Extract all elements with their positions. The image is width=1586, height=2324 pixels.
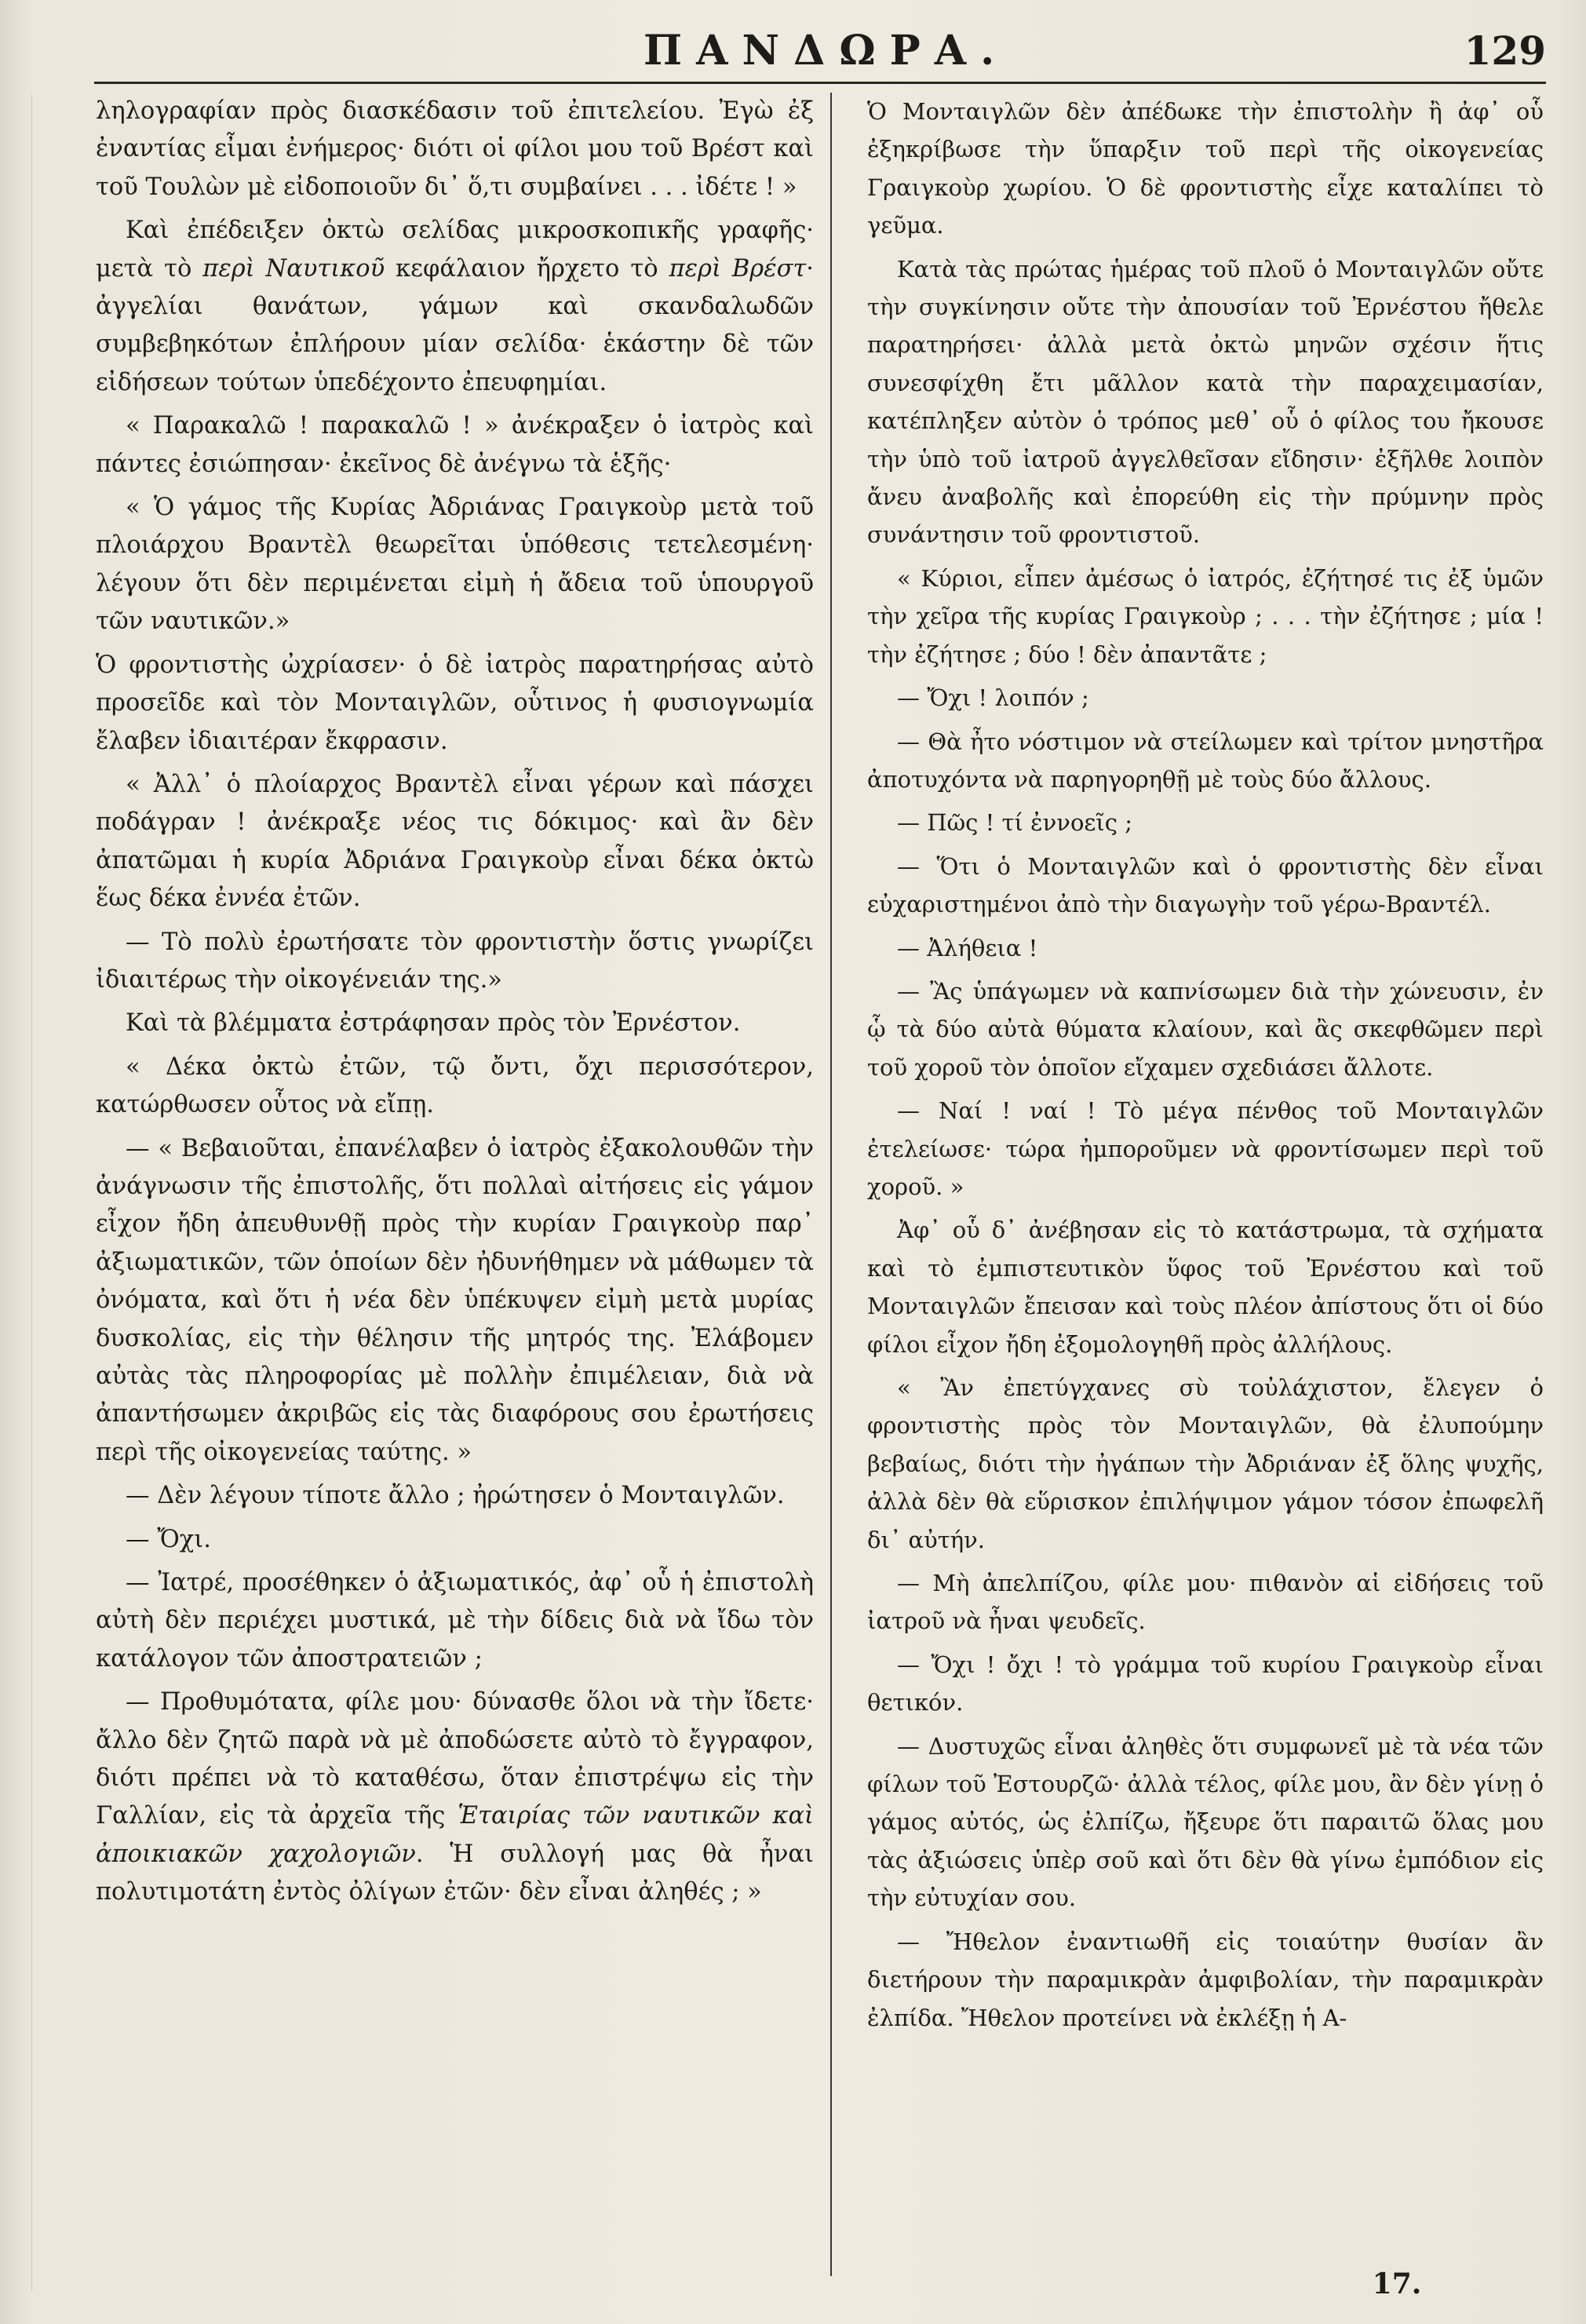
paragraph: — « Βεβαιοῦται, ἐπανέλαβεν ὁ ἰατρὸς ἐξακολουθῶν τὴν ἀνάγνωσιν τῆς ἐπιστολῆς, ὅτι πολλαὶ αἰτήσεις εἰς γάμον εἶχον ἤδη ἀπευθυνθῇ πρὸς τὴν κυρίαν Γραιγκοὺρ παρ᾽ ἀξιωματικῶν, τῶν ὁποίων δὲν ἠδυνήθημεν νὰ μάθωμεν τὰ ὀνόματα, καὶ ὅτι ἡ νέα δὲν ὑπέκυψεν εἰμὴ μετὰ μυρίας δυσκολίας, εἰς τὴν θέλησιν τῆς μητρός της. Ἐλάβομεν αὐτὰς τὰς πληροφορίας μὲ πολλὴν ἐπιμέλειαν, διὰ νὰ ἀπαντήσωμεν ἀκριβῶς εἰς τὰς διαφόρους σου ἐρωτήσεις περὶ τῆς οἰκογενείας ταύτης. » <box>96 1134 814 1466</box>
paragraph: « Ἂν ἐπετύγχανες σὺ τοὐλάχιστον, ἔλεγεν ὁ φροντιστὴς πρὸς τὸν Μονταιγλῶν, θὰ ἐλυπούμην βεβαίως, διότι τὴν ἠγάπων τὴν Ἀδριάναν ἐξ ὅλης ψυχῆς, ἀλλὰ δὲν θὰ εὕρισκον ἐπιλήψιμον γάμον τόσον ἐπωφελῆ δι᾽ αὐτήν. <box>867 1374 1544 1553</box>
italic-run: Ἑταιρίας τῶν ναυτικῶν καὶ ἀποικιακῶν χαχολογιῶν <box>96 1802 814 1868</box>
paragraph: ληλογραφίαν πρὸς διασκέδασιν τοῦ ἐπιτελείου. Ἐγὼ ἐξ ἐναντίας εἶμαι ἐνήμερος· διότι οἱ φίλοι μου τοῦ Βρέστ καὶ τοῦ Τουλὼν μὲ εἰδοποιοῦν δι᾽ ὅ,τι συμβαίνει . . . ἰδέτε ! » <box>96 97 814 201</box>
left-column <box>96 93 814 1917</box>
paragraph: Κατὰ τὰς πρώτας ἡμέρας τοῦ πλοῦ ὁ Μονταιγλῶν οὔτε τὴν συγκίνησιν οὔτε τὴν ἀπουσίαν τοῦ Ἐρνέστου ἤθελε παρατηρήσει· ἀλλὰ μετὰ ὀκτὼ μηνῶν σχέσιν ἥτις συνεσφίχθη ἔτι μᾶλλον κατὰ τὴν παραχειμασίαν, κατέπληξεν αὐτὸν ὁ τρόπος μεθ᾽ οὗ ὁ φίλος του ἤκουσε τὴν ὑπὸ τοῦ ἰατροῦ ἀγγελθεῖσαν εἴδησιν· ἐξῆλθε λοιπὸν ἄνευ ἀναβολῆς καὶ ἐπορεύθη εἰς τὴν πρύμνην πρὸς συνάντησιν τοῦ φροντιστοῦ. <box>867 255 1544 549</box>
page-header-title: ΠΑΝΔΩΡΑ. <box>644 27 1009 75</box>
paragraph: — Ἤθελον ἐναντιωθῆ εἰς τοιαύτην θυσίαν ἂν διετήρουν τὴν παραμικρὰν ἀμφιβολίαν, τὴν παραμικρὰν ἐλπίδα. Ἤθελον προτείνει νὰ ἐκλέξῃ ἡ Α- <box>867 1928 1544 2031</box>
paragraph: Ἀφ᾽ οὗ δ᾽ ἀνέβησαν εἰς τὸ κατάστρωμα, τὰ σχήματα καὶ τὸ ἐμπιστευτικὸν ὕφος τοῦ Ἐρνέστου καὶ τοῦ Μονταιγλῶν ἔπεισαν καὶ τοὺς πλέον ἀπίστους ὅτι οἱ δύο φίλοι εἶχον ἤδη ἐξομολογηθῆ πρὸς ἀλλήλους. <box>867 1217 1544 1358</box>
paragraph: — Πῶς ! τί ἐννοεῖς ; <box>897 809 1133 837</box>
paragraph: Ὁ Μονταιγλῶν δὲν ἀπέδωκε τὴν ἐπιστολὴν ἢ ἀφ᾽ οὗ ἐξηκρίβωσε τὴν ὕπαρξιν τοῦ περὶ τῆς οἰκογενείας Γραιγκοὺρ χωρίου. Ὁ δὲ φροντιστὴς εἶχε καταλίπει τὸ γεῦμα. <box>867 98 1544 239</box>
paragraph: Καὶ τὰ βλέμματα ἐστράφησαν πρὸς τὸν Ἐρνέστον. <box>126 1009 741 1038</box>
paragraph: — Τὸ πολὺ ἐρωτήσατε τὸν φροντιστὴν ὅστις γνωρίζει ἰδιαιτέρως τὴν οἰκογένειάν της.» <box>96 928 814 994</box>
paragraph: Ὁ φροντιστὴς ὠχρίασεν· ὁ δὲ ἰατρὸς παρατηρήσας αὐτὸ προσεῖδε καὶ τὸν Μονταιγλῶν, οὗτινος ἡ φυσιογνωμία ἔλαβεν ἰδιαιτέραν ἔκφρασιν. <box>96 651 814 755</box>
text-run: κεφάλαιον ἤρχετο τὸ <box>385 254 669 283</box>
paragraph: — Ἀλήθεια ! <box>897 934 1038 961</box>
italic-run: περὶ Ναυτικοῦ <box>202 254 385 283</box>
italic-run: περὶ Βρέστ <box>669 254 807 283</box>
paragraph: — Ὄχι. <box>126 1525 211 1553</box>
paragraph <box>96 212 814 402</box>
paragraph: — Ὄχι ! ὄχι ! τὸ γράμμα τοῦ κυρίου Γραιγκοὺρ εἶναι θετικόν. <box>867 1651 1544 1717</box>
paragraph: — Θὰ ἦτο νόστιμον νὰ στείλωμεν καὶ τρίτον μνηστῆρα ἀποτυχόντα νὰ παρηγορηθῇ μὲ τοὺς δύο ἄλλους. <box>867 728 1544 793</box>
paragraph: — Δυστυχῶς εἶναι ἀληθὲς ὅτι συμφωνεῖ μὲ τὰ νέα τῶν φίλων τοῦ Ἐστουρζῶ· ἀλλὰ τέλος, φίλε μου, ἂν δὲν γίνῃ ὁ γάμος αὐτός, ὡς ἐλπίζω, ἤξευρε ὅτι παραιτῶ ὅλας μου τὰς ἀξιώσεις ὑπὲρ σοῦ καὶ ὅτι δὲν θὰ γίνω ἐμπόδιον εἰς τὴν εὐτυχίαν σου. <box>867 1732 1544 1912</box>
left-margin-strip <box>0 94 32 2292</box>
paragraph: — Δὲν λέγουν τίποτε ἄλλο ; ἠρώτησεν ὁ Μονταιγλῶν. <box>126 1482 785 1510</box>
paragraph: « Ἀλλ᾽ ὁ πλοίαρχος Βραντὲλ εἶναι γέρων καὶ πάσχει ποδάγραν ! ἀνέκραξε νέος τις δόκιμος· καὶ ἂν δὲν ἀπατῶμαι ἡ κυρία Ἀδριάνα Γραιγκοὺρ εἶναι δέκα ὀκτὼ ἕως δέκα ἐννέα ἐτῶν. <box>96 770 814 913</box>
text-run: · ἀγγελίαι θανάτων, γάμων καὶ σκανδαλωδῶν συμβεβηκότων ἐπλήρουν μίαν σελίδα· ἑκάστην δὲ τῶν εἰδήσεων τούτων ὑπεδέχοντο ἐπευφημίαι. <box>96 254 814 396</box>
paragraph: — Ἂς ὑπάγωμεν νὰ καπνίσωμεν διὰ τὴν χώνευσιν, ἐν ᾧ τὰ δύο αὐτὰ θύματα κλαίουν, καὶ ἂς σκεφθῶμεν περὶ τοῦ χοροῦ τὸν ὁποῖον εἴχαμεν σχεδιάσει ἄλλοτε. <box>867 977 1544 1081</box>
paragraph: « Κύριοι, εἶπεν ἀμέσως ὁ ἰατρός, ἐζήτησέ τις ἐξ ὑμῶν τὴν χεῖρα τῆς κυρίας Γραιγκοὺρ ; . . . τὴν ἐζήτησε ; μία ! τὴν ἐζήτησε ; δύο ! δὲν ἀπαντᾶτε ; <box>867 564 1544 668</box>
paragraph: « Παρακαλῶ ! παρακαλῶ ! » ἀνέκραξεν ὁ ἰατρὸς καὶ πάντες ἐσιώπησαν· ἐκεῖνος δὲ ἀνέγνω τὰ ἑξῆς· <box>96 412 814 478</box>
text-run: — Προθυμότατα, φίλε μου· δύνασθε ὅλοι νὰ τὴν ἴδετε· ἄλλο δὲν ζητῶ παρὰ νὰ μὲ ἀποδώσετε αὐτὸ τὸ ἔγγραφον, διότι πρέπει νὰ τὸ καταθέσω, ὅταν ἐπιστρέψω εἰς τὴν Γαλλίαν, εἰς τὰ ἀρχεῖα τῆς <box>96 1688 814 1830</box>
paragraph: « Δέκα ὀκτὼ ἐτῶν, τῷ ὄντι, ὄχι περισσότερον, κατώρθωσεν οὗτος νὰ εἴπῃ. <box>96 1053 814 1119</box>
page-number: 129 <box>1464 27 1546 74</box>
paragraph: — Ναί ! ναί ! Τὸ μέγα πένθος τοῦ Μονταιγλῶν ἐτελείωσε· τώρα ἠμποροῦμεν νὰ φροντίσωμεν περὶ τοῦ χοροῦ. » <box>867 1097 1544 1200</box>
paragraph: — Ἰατρέ, προσέθηκεν ὁ ἀξιωματικός, ἀφ᾽ οὗ ἡ ἐπιστολὴ αὐτὴ δὲν περιέχει μυστικά, μὲ τὴν δίδεις διὰ νὰ ἴδω τὸν κατάλογον τῶν ἀποστρατειῶν ; <box>96 1569 814 1673</box>
signature-mark: 17. <box>1372 2267 1422 2300</box>
paragraph: — Ὅτι ὁ Μονταιγλῶν καὶ ὁ φροντιστὴς δὲν εἶναι εὐχαριστημένοι ἀπὸ τὴν διαγωγὴν τοῦ γέρω-Βραντέλ. <box>867 852 1544 918</box>
text-run: Καὶ ἐπέδειξεν ὀκτὼ σελίδας μικροσκοπικῆς γραφῆς· μετὰ τὸ <box>96 217 814 283</box>
text-run: . Ἡ συλλογή μας θὰ ἦναι πολυτιμοτάτη ἐντὸς ὀλίγων ἐτῶν· δὲν εἶναι ἀληθές ; » <box>96 1840 814 1906</box>
paragraph <box>96 1684 814 1911</box>
paragraph: « Ὁ γάμος τῆς Κυρίας Ἀδριάνας Γραιγκοὺρ μετὰ τοῦ πλοιάρχου Βραντὲλ θεωρεῖται ὑπόθεσις τετελεσμένη· λέγουν ὅτι δὲν περιμένεται εἰμὴ ἡ ἄδεια τοῦ ὑπουργοῦ τῶν ναυτικῶν.» <box>96 494 814 636</box>
header-rule <box>94 82 1546 84</box>
paragraph: — Ὄχι ! λοιπόν ; <box>897 684 1089 712</box>
paragraph: — Μὴ ἀπελπίζου, φίλε μου· πιθανὸν αἱ εἰδήσεις τοῦ ἰατροῦ νὰ ἦναι ψευδεῖς. <box>867 1570 1544 1635</box>
column-divider <box>830 93 832 2276</box>
right-column <box>867 93 1544 2042</box>
